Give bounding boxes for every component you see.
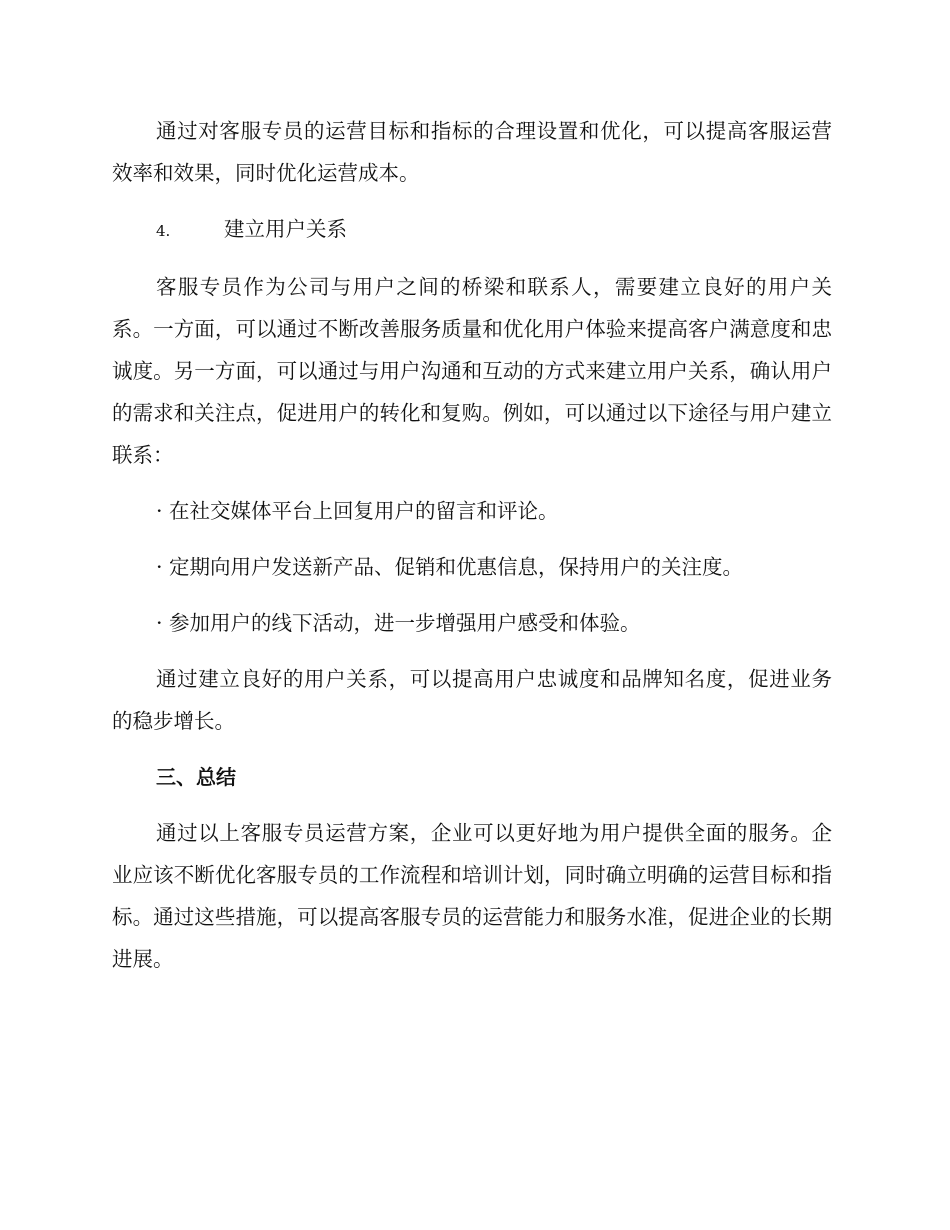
document-body	[112, 110, 832, 980]
paragraph-summary: 通过以上客服专员运营方案，企业可以更好地为用户提供全面的服务。企业应该不断优化客服专员的工作流程和培训计划，同时确立明确的运营目标和指标。通过这些措施，可以提高客服专员的运营能力和服务水准，促进企业的长期进展。	[112, 821, 832, 971]
list-item: · 定期向用户发送新产品、促销和优惠信息，保持用户的关注度。	[156, 555, 744, 579]
list-item: · 参加用户的线下活动，进一步增强用户感受和体验。	[156, 611, 641, 635]
subsection-heading-build-user-relations	[112, 208, 832, 252]
paragraph-operations-summary: 通过对客服专员的运营目标和指标的合理设置和优化，可以提高客服运营效率和效果，同时优化运营成本。	[112, 119, 832, 185]
subsection-title: 建立用户关系	[224, 217, 347, 241]
subsection-number: 4.	[156, 222, 171, 240]
section-heading-summary: 三、总结	[156, 765, 236, 789]
paragraph-user-relations-conclusion: 通过建立良好的用户关系，可以提高用户忠诚度和品牌知名度，促进业务的稳步增长。	[112, 667, 832, 733]
paragraph-user-relations: 客服专员作为公司与用户之间的桥梁和联系人，需要建立良好的用户关系。一方面，可以通过不断改善服务质量和优化用户体验来提高客户满意度和忠诚度。另一方面，可以通过与用户沟通和互动的方式来建立用户关系，确认用户的需求和关注点，促进用户的转化和复购。例如，可以通过以下途径与用户建立联系：	[112, 275, 832, 467]
list-item: · 在社交媒体平台上回复用户的留言和评论。	[156, 499, 559, 523]
